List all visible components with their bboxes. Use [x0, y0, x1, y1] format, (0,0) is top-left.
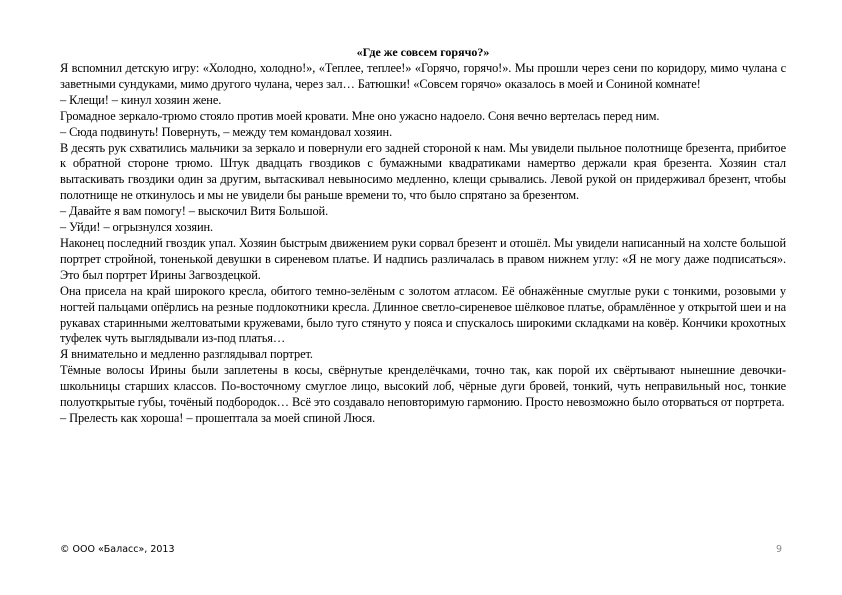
- paragraph: Тёмные волосы Ирины были заплетены в косы, свёрнутые кренделёчками, точно так, как порой их свёртывают нынешние девочки-школьницы старших классов. По-восточному смуглое лицо, высокий лоб, чёрные дуги бровей, тонкий, чуть неправильный нос, тонкие полуоткрытые губы, точёный подбородок… Всё это создавало неповторимую гармонию. Просто невозможно было оторваться от портрета.: [60, 363, 786, 410]
- paragraph: В десять рук схватились мальчики за зеркало и повернули его задней стороной к нам. Мы увидели пыльное полотнище брезента, прибитое к обратной стороне трюмо. Штук двадцать гвоздиков с бумажными квадратиками намертво держали края брезента. Хозяин стал вытаскивать гвоздики один за другим, вытаскивал невыносимо медленно, клещи срывались. Левой рукой он придерживал брезент, чтобы полотнище не откинулось и мы не увидели бы раньше времени то, что было спрятано за брезентом.: [60, 140, 786, 203]
- paragraph: – Прелесть как хороша! – прошептала за моей спиной Люся.: [60, 410, 376, 425]
- footer-copyright: © ООО «Баласс», 2013: [60, 544, 175, 555]
- paragraph: – Давайте я вам помогу! – выскочил Витя Большой.: [60, 204, 329, 219]
- paragraph: – Сюда подвинуть! Повернуть, – между тем командовал хозяин.: [60, 124, 393, 139]
- paragraph: Она присела на край широкого кресла, обитого темно-зелёным с золотом атласом. Её обнажённые смуглые руки с тонкими, розовыми у ногтей пальцами опёрлись на резные подлокотники кресла. Длинное светло-сиреневое шёлковое платье, обрамлённое у открытой шеи и на рукавах старинными желтоватыми кружевами, было туго стянуто у пояса и спускалось широкими складками на ковёр. Кончики крохотных туфелек чуть выглядывали из-под платья…: [60, 283, 786, 346]
- paragraph: Наконец последний гвоздик упал. Хозяин быстрым движением руки сорвал брезент и отошёл. Мы увидели написанный на холсте большой портрет стройной, тоненькой девушки в сиреневом платье. И надпись различалась в правом нижнем углу: «Я не могу даже подписаться». Это был портрет Ирины Загвоздецкой.: [60, 235, 786, 282]
- paragraph: Я вспомнил детскую игру: «Холодно, холодно!», «Теплее, теплее!» «Горячо, горячо!». Мы прошли через сени по коридору, мимо чулана с заветными сундуками, мимо другого чулана, через зал… Батюшки! «Совсем горячо» оказалось в моей и Сониной комнате!: [60, 61, 786, 91]
- paragraph: Я внимательно и медленно разглядывал портрет.: [60, 347, 313, 362]
- document-page: [60, 44, 786, 427]
- paragraph: – Клещи! – кинул хозяин жене.: [60, 92, 222, 107]
- paragraph: Громадное зеркало-трюмо стояло против моей кровати. Мне оно ужасно надоело. Соня вечно вертелась перед ним.: [60, 108, 660, 123]
- paragraph: – Уйди! – огрызнулся хозяин.: [60, 220, 214, 235]
- chapter-title: «Где же совсем горячо?»: [356, 45, 490, 59]
- page-number: 9: [775, 544, 782, 555]
